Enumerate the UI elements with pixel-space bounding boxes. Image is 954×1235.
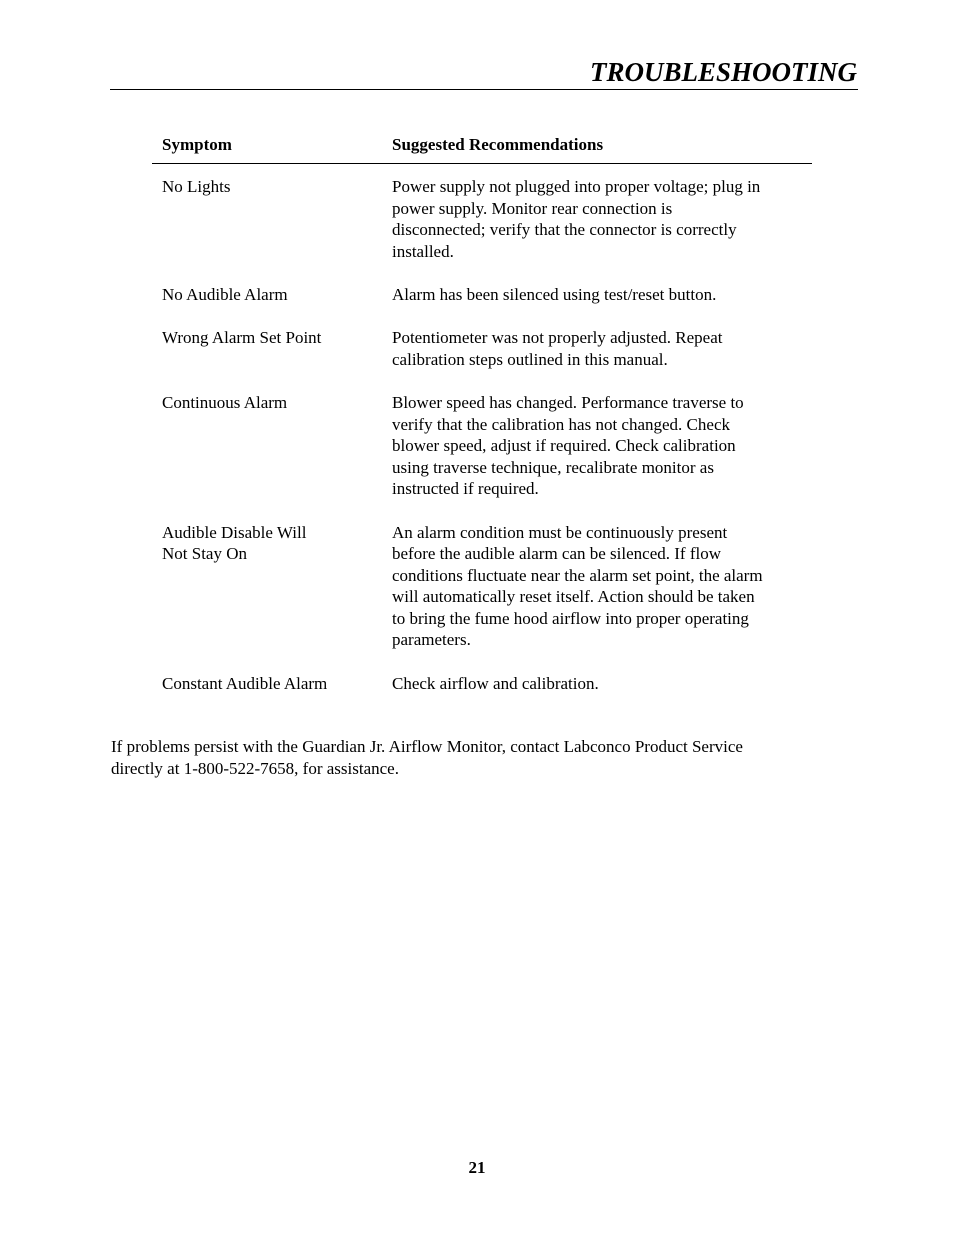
table-row (162, 522, 812, 652)
recommendation-cell: Alarm has been silenced using test/reset button. (392, 284, 717, 304)
symptom-cell: No Lights (162, 177, 231, 196)
table-row (162, 327, 812, 370)
symptom-cell: Constant Audible Alarm (162, 673, 328, 693)
table-header-divider (152, 163, 812, 164)
troubleshooting-table (162, 176, 812, 716)
recommendation-cell: Check airflow and calibration. (392, 673, 599, 693)
symptom-cell: Audible Disable Will Not Stay On (162, 522, 307, 564)
title-divider (110, 89, 858, 90)
symptom-cell: No Audible Alarm (162, 284, 288, 304)
symptom-cell: Continuous Alarm (162, 392, 288, 412)
page-number: 21 (468, 1158, 486, 1177)
table-row (162, 673, 812, 695)
recommendation-cell: Potentiometer was not properly adjusted. Repeat calibration steps outlined in this manual. (392, 328, 723, 369)
symptom-cell: Wrong Alarm Set Point (162, 328, 322, 348)
column-header-symptom: Symptom (162, 135, 232, 154)
table-row (162, 392, 812, 500)
contact-note: If problems persist with the Guardian Jr. Airflow Monitor, contact Labconco Product Service directly at 1-800-522-7658, for assistance. (111, 737, 743, 778)
table-row (162, 284, 812, 306)
recommendation-cell: Blower speed has changed. Performance traverse to verify that the calibration has not changed. Check blower speed, adjust if required. Check calibration using traverse technique, recalibrate monitor as instructed if required. (392, 392, 744, 499)
column-header-recommendations: Suggested Recommendations (392, 135, 604, 154)
recommendation-cell: Power supply not plugged into proper voltage; plug in power supply. Monitor rear connection is disconnected; verify that the connector is correctly installed. (392, 177, 761, 261)
section-title: TROUBLESHOOTING (589, 57, 857, 87)
recommendation-cell: An alarm condition must be continuously present before the audible alarm can be silenced. If flow conditions fluctuate near the alarm set point, the alarm will automatically reset itself. Action should be taken to bring the fume hood airflow into proper operating parameters. (392, 522, 763, 650)
table-row (162, 176, 812, 262)
